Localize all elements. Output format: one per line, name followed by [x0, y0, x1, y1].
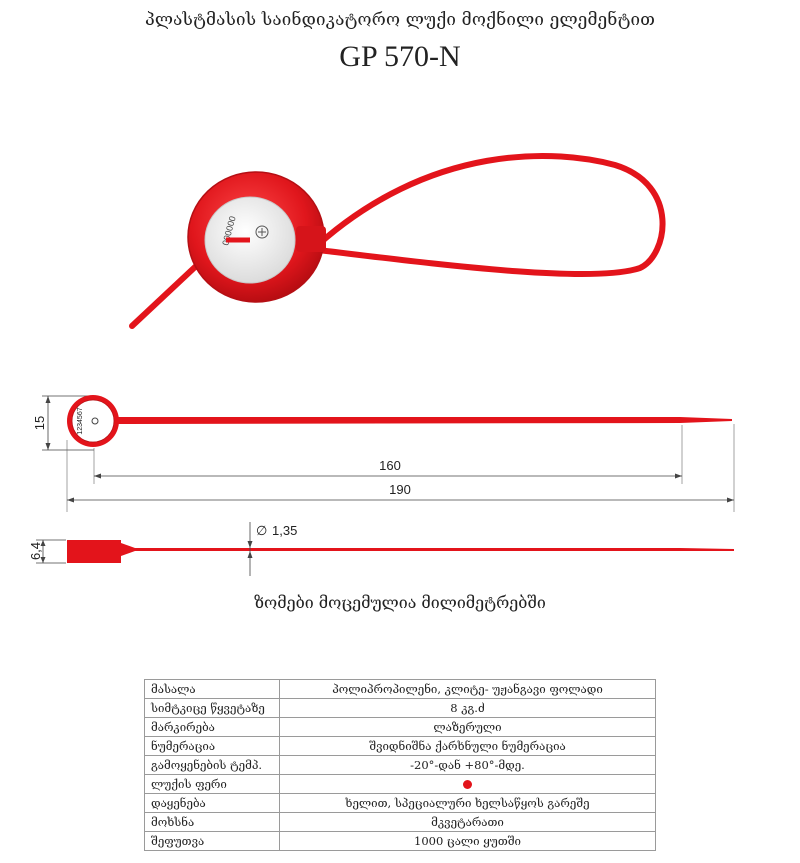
strap-loop: [310, 156, 663, 274]
total-length-dim: 190: [389, 482, 411, 497]
table-row: [145, 699, 656, 718]
spec-value: 8 კგ.ძ: [280, 699, 656, 718]
units-note: ზომები მოცემულია მილიმეტრებში: [254, 593, 546, 612]
spec-label: მარკირება: [145, 718, 280, 737]
spec-value: ლაზერული: [280, 718, 656, 737]
strap-side: [135, 548, 734, 551]
spec-label: დაყენება: [145, 794, 280, 813]
table-row: [145, 718, 656, 737]
spec-label: გამოყენების ტემპ.: [145, 756, 280, 775]
strap-top: [118, 417, 732, 424]
table-row: [145, 832, 656, 851]
table-row: [145, 756, 656, 775]
height-dim-label: 15: [32, 415, 47, 431]
spec-value: შვიდნიშნა ქარხნული ნუმერაცია: [280, 737, 656, 756]
spec-label: მოხსნა: [145, 813, 280, 832]
top-view-drawing: [32, 395, 734, 512]
spec-label: ლუქის ფერი: [145, 775, 280, 794]
seal-color-swatch: [463, 780, 472, 789]
table-row: [145, 775, 656, 794]
thickness-dim-label: 6,4: [28, 541, 43, 561]
spec-label: ნუმერაცია: [145, 737, 280, 756]
seal-neck: [296, 226, 326, 252]
diameter-dim-label: 1,35: [272, 523, 298, 538]
spec-value: 1000 ცალი ყუთში: [280, 832, 656, 851]
model-title: GP 570-N: [339, 40, 461, 73]
spec-value: -20°-დან +80°-მდე.: [280, 756, 656, 775]
spec-value: ხელით, სპეციალური ხელსაწყოს გარეშე: [280, 794, 656, 813]
spec-value: პოლიპროპილენი, კლიტე- უჟანგავი ფოლადი: [280, 680, 656, 699]
product-photo: [132, 156, 663, 326]
table-row: [145, 794, 656, 813]
spec-label: სიმტკიცე წყვეტაზე: [145, 699, 280, 718]
specs-table: [144, 679, 656, 851]
spec-label: მასალა: [145, 680, 280, 699]
spec-value: მკვეტარათი: [280, 813, 656, 832]
table-row: [145, 737, 656, 756]
spec-value: [280, 775, 656, 794]
diameter-symbol: ∅: [256, 523, 268, 538]
spec-label: შეფუთვა: [145, 832, 280, 851]
table-row: [145, 680, 656, 699]
seal-head-side: [67, 540, 121, 563]
seal-number: 1234567: [77, 407, 84, 435]
header-subtitle: პლასტმასის საინდიკატორო ლუქი მოქნილი ელემენტით: [144, 10, 656, 30]
seal-photo-number: 000000: [220, 214, 238, 247]
inner-length-dim: 160: [379, 458, 401, 473]
table-row: [145, 813, 656, 832]
side-view-drawing: [28, 522, 734, 576]
